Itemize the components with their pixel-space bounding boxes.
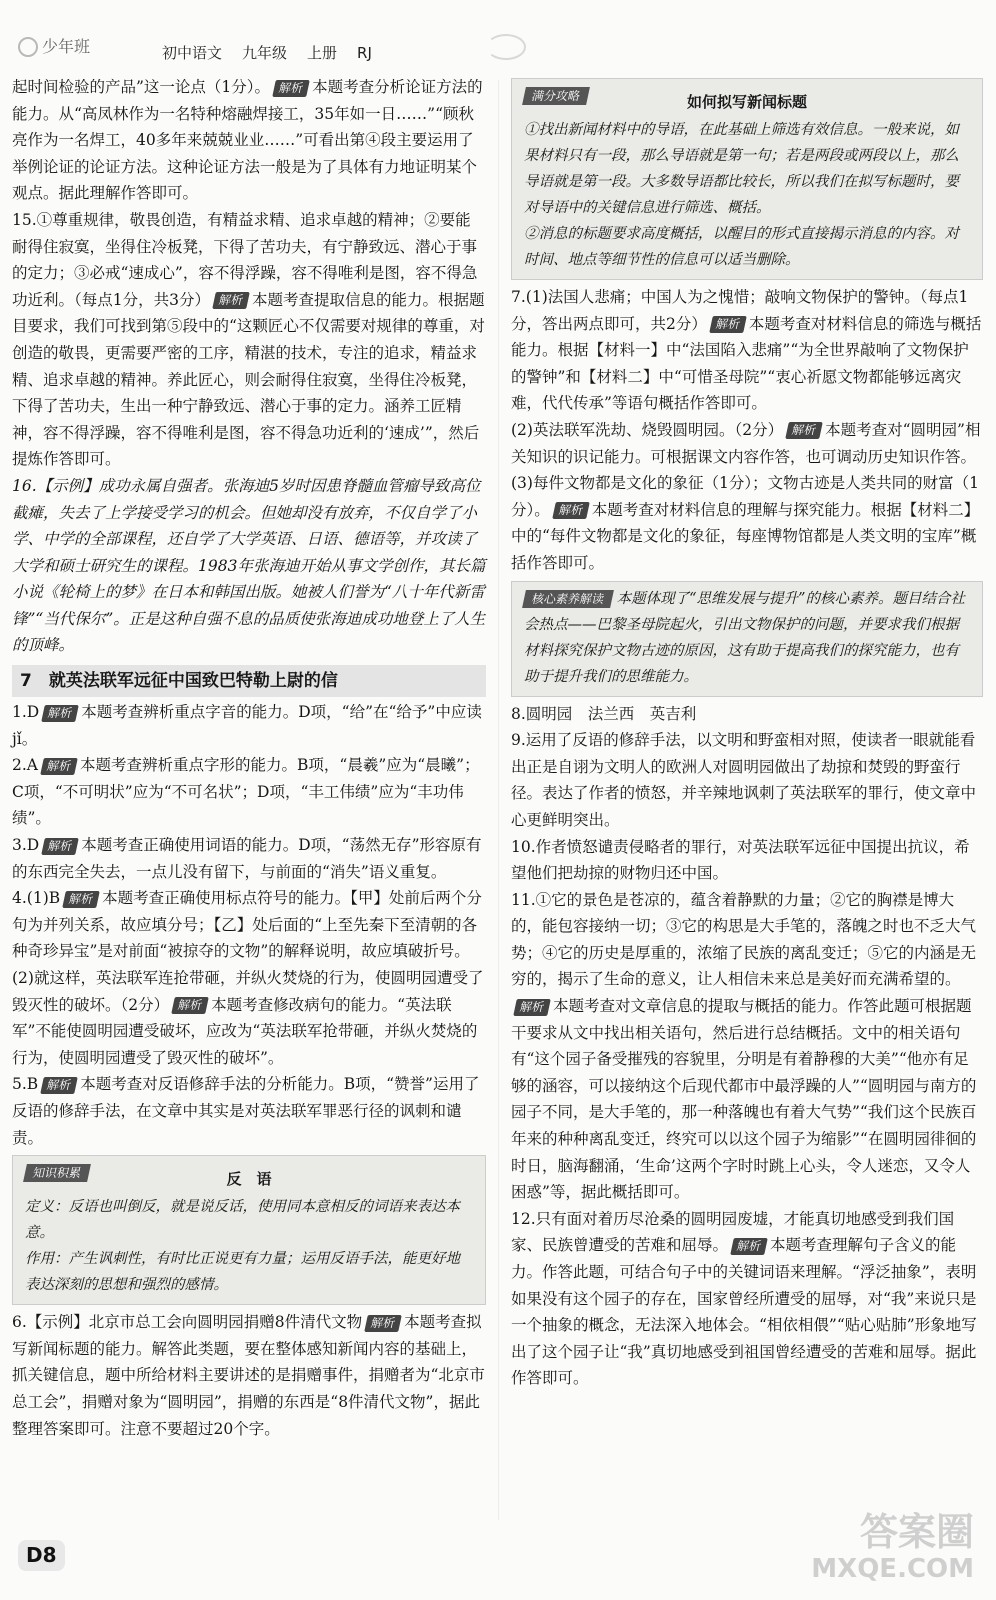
answer-15: 15.①尊重规律，敬畏创造，有精益求精、追求卓越的精神；②要能耐得住寂寞，坐得住冷板凳，下得了苦功夫，有宁静致远、潜心于事的定力；③必戒“速成心”，容不得浮躁，容不得唯利是图，容不得急功近利。（每点1分，共3分） 解析 本题考查提取信息的能力。根据题目要求，我们可找到第⑤段中的“这颗匠心不仅需要对规律的尊重，对创造的敬畏，更需要严密的工序，精湛的技术，专注的追求，精益求精、追求卓越的精神。养此匠心，则会耐得住寂寞，坐得住冷板凳，下得了苦功夫，生出一种宁静致远、潜心于事的定力。涵养工匠精神，容不得浮躁，容不得唯利是图，容不得急功近利的‘速成’”，然后提炼作答即可。	[12, 210, 485, 469]
analysis-tag: 解析	[272, 80, 310, 97]
tips-box	[511, 78, 983, 280]
tips-point-1: ①找出新闻材料中的导语，在此基础上筛选有效信息。一般来说，如果材料只有一段，那么导语就是第一句；若是两段或两段以上，那么导语就是第一段。大多数导语都比较长，所以我们在拟写标题时，要对导语中的关键信息进行筛选、概括。	[524, 122, 959, 216]
analysis-tag: 解析	[552, 502, 590, 519]
volume: 上册	[307, 44, 338, 62]
analysis-tag: 解析	[62, 891, 100, 908]
answer-16: 16.【示例】成功永属自强者。张海迪5岁时因患脊髓血管瘤导致高位截瘫，失去了上学接受学习的机会。但她却没有放弃，不仅自学了小学、中学的全部课程，还自学了大学英语、日语、德语等，并攻读了大学和硕士研究生的课程。1983年张海迪开始从事文学创作，其长篇小说《轮椅上的梦》在日本和韩国出版。她被人们誉为“八十年代新雷锋”“当代保尔”。正是这种自强不息的品质使张海迪成功地登上了人生的顶峰。	[12, 476, 486, 655]
watermark-logo	[811, 1510, 974, 1584]
knowledge-label: 知识积累	[23, 1164, 91, 1182]
answer-3: 3.D 解析 本题考查正确使用词语的能力。D项，“荡然无存”形容原有的东西完全失去，一点儿没有留下，与前面的“消失”语义重复。	[12, 836, 482, 881]
answer-4-1: 4.(1)B 解析 本题考查正确使用标点符号的能力。【甲】处前后两个分句为并列关系，故应填分号；【乙】处后面的“上至先秦下至清朝的各种奇珍异宝”是对前面“被掠夺的文物”的解释说明，故应填破折号。	[12, 889, 482, 961]
answer-2: 2.A 解析 本题考查辨析重点字形的能力。B项，“晨羲”应为“晨曦”；C项，“不可明状”应为“不可名状”；D项，“丰工伟绩”应为“丰功伟绩”。	[12, 756, 480, 828]
tips-point-2: ②消息的标题要求高度概括，以醒目的形式直接揭示消息的内容。对时间、地点等细节性的信息可以适当删除。	[524, 226, 959, 268]
analysis-tag: 解析	[41, 838, 79, 855]
tips-label: 满分攻略	[522, 87, 590, 105]
section-title: 7 就英法联军远征中国致巴特勒上尉的信	[12, 665, 486, 697]
knowledge-box	[12, 1155, 486, 1305]
answer-1: 1.D 解析 本题考查辨析重点字音的能力。D项，“给”在“给予”中应读jǐ。	[12, 703, 482, 748]
knowledge-definition: 定义：反语也叫倒反，就是说反话，使用同本意相反的词语来表达本意。	[25, 1199, 460, 1242]
right-column	[511, 74, 983, 1392]
core-literacy-text: 本题体现了“思维发展与提升”的核心素养。题目结合社会热点——巴黎圣母院起火，引出文物保护的问题，并要求我们根据材料探究保护文物古迹的原因，这有助于提高我们的探究能力，也有助于提升我们的思维能力。	[524, 590, 965, 685]
analysis-tag: 解析	[41, 705, 79, 722]
answer-4-2: (2)就这样，英法联军连抢带砸，并纵火焚烧的行为，使圆明园遭受了毁灭性的破坏。（2分） 解析 本题考查修改病句的能力。“英法联军”不能使圆明园遭受破坏，应改为“英法联军抢带砸，并纵火焚烧的行为，使圆明园遭受了毁灭性的破坏”。	[12, 969, 484, 1067]
analysis-tag: 解析	[364, 1315, 402, 1332]
answer-11: 11.①它的景色是苍凉的，蕴含着静默的力量；②它的胸襟是博大的，能包容接纳一切；③它的构思是大手笔的，落魄之时也不乏大气势；④它的历史是厚重的，浓缩了民族的离乱变迁；⑤它的内涵是无穷的，揭示了生命的意义，让人相信未来总是美好而充满希望的。解析 本题考查对文章信息的提取与概括的能力。作答此题可根据题干要求从文中找出相关语句，然后进行总结概括。文中的相关语句有“这个园子备受摧残的容貌里，分明是有着静穆的大美”“他亦有足够的涵容，可以接纳这个后现代都市中最浮躁的人”“圆明园与南方的园子不同，是大手笔的，那一种落魄也有着大气势”“我们这个民族百年来的种种离乱变迁，终究可以以这个园子为缩影”“在圆明园徘徊的时日，脑海翻涌，‘生命’这两个字时时跳上心头，令人迷恋，又令人困惑”等，据此概括即可。	[511, 890, 977, 1202]
brand-name: 少年班	[42, 36, 91, 56]
analysis-tag: 解析	[709, 316, 747, 333]
knowledge-function: 作用：产生讽刺性，有时比正说更有力量；运用反语手法，能更好地表达深刻的思想和强烈的感情。	[25, 1251, 460, 1294]
analysis-tag: 解析	[171, 997, 209, 1014]
edition: RJ	[357, 44, 372, 62]
page-number: D8	[18, 1540, 65, 1571]
analysis-tag: 解析	[212, 292, 250, 309]
tips-title: 如何拟写新闻标题	[686, 93, 807, 111]
book-meta	[162, 40, 372, 67]
answer-5: 5.B 解析 本题考查对反语修辞手法的分析能力。B项，“赞誉”运用了反语的修辞手法，在文章中其实是对英法联军罪恶行径的讽刺和谴责。	[12, 1075, 480, 1147]
column-divider	[498, 80, 499, 1520]
subject: 初中语文	[162, 44, 223, 62]
core-literacy-label: 核心素养解读	[522, 590, 614, 608]
analysis-tag: 解析	[785, 422, 823, 439]
answer-10: 10.作者愤怒谴责侵略者的罪行，对英法联军远征中国提出抗议，希望他们把劫掠的财物归还中国。	[511, 837, 970, 883]
answer-7-2: (2)英法联军洗劫、烧毁圆明园。（2分） 解析 本题考查对“圆明园”相关知识的识记能力。可根据课文内容作答，也可调动历史知识作答。	[511, 420, 981, 466]
watermark-en: MXQE.COM	[811, 1554, 974, 1584]
analysis-tag: 解析	[40, 1077, 78, 1094]
decorative-swirl-icon	[486, 34, 526, 60]
answer-7-3: (3)每件文物都是文化的象征（1分）；文物古迹是人类共同的财富（1分）。 解析 本题考查对材料信息的理解与探究能力。根据【材料二】中的“每件文物都是文化的象征，每座博物馆都是人类文明的宝库”概括作答即可。	[511, 474, 980, 572]
answer-6: 6.【示例】北京市总工会向圆明园捐赠8件清代文物 解析 本题考查拟写新闻标题的能力。解答此类题，要在整体感知新闻内容的基础上，抓关键信息，题中所给材料主要讲述的是捐赠事件，捐赠者为“北京市总工会”，捐赠对象为“圆明园”，捐赠的东西是“8件清代文物”，据此整理答案即可。注意不要超过20个字。	[12, 1313, 485, 1438]
answer-14-continued: 起时间检验的产品”这一论点（1分）。 解析 本题考查分析论证方法的能力。从“高凤林作为一名特种熔融焊接工，35年如一日……”“顾秋亮作为一名焊工，40多年来兢兢业业……”可看出第④段主要运用了举例论证的论证方法。这种论证方法一般是为了具体有力地证明某个观点。据此理解作答即可。	[12, 78, 483, 203]
analysis-tag: 解析	[40, 758, 78, 775]
page-header	[0, 0, 996, 72]
answer-9: 9.运用了反语的修辞手法，以文明和野蛮相对照，使读者一眼就能看出正是自诩为文明人的欧洲人对圆明园做出了劫掠和焚毁的野蛮行径。表达了作者的愤怒，并辛辣地讽刺了英法联军的罪行，使文章中心更鲜明突出。	[511, 731, 977, 829]
left-column	[12, 74, 486, 1442]
core-literacy-box	[511, 581, 983, 697]
answer-12: 12.只有面对着历尽沧桑的圆明园废墟，才能真切地感受到我们国家、民族曾遭受的苦难和屈辱。 解析 本题考查理解句子含义的能力。作答此题，可结合句子中的关键词语来理解。“浮泛抽象”，表明如果没有这个园子的存在，国家曾经所遭受的屈辱，对“我”来说只是一个抽象的概念，无法深入地体会。“相依相偎”“贴心贴肺”形象地写出了这个园子让“我”真切地感受到祖国曾经遭受的苦难和屈辱。据此作答即可。	[511, 1209, 977, 1388]
watermark-cn: 答案圈	[859, 1510, 974, 1554]
brand-ring-icon	[18, 37, 38, 57]
answer-7-1: 7.(1)法国人悲痛；中国人为之愧惜；敲响文物保护的警钟。（每点1分，答出两点即可，共2分） 解析 本题考查对材料信息的筛选与概括能力。根据【材料一】中“法国陷入悲痛”“为全世界敲响了文物保护的警钟”和【材料二】中“可惜圣母院”“衷心祈愿文物都能够远离灾难，代代传承”等语句概括作答即可。	[511, 288, 982, 413]
knowledge-title: 反 语	[226, 1170, 272, 1189]
analysis-tag: 解析	[513, 999, 551, 1016]
grade: 九年级	[242, 44, 288, 62]
analysis-tag: 解析	[730, 1238, 768, 1255]
brand-logo	[18, 32, 136, 62]
answer-8: 8.圆明园 法兰西 英吉利	[511, 704, 697, 723]
